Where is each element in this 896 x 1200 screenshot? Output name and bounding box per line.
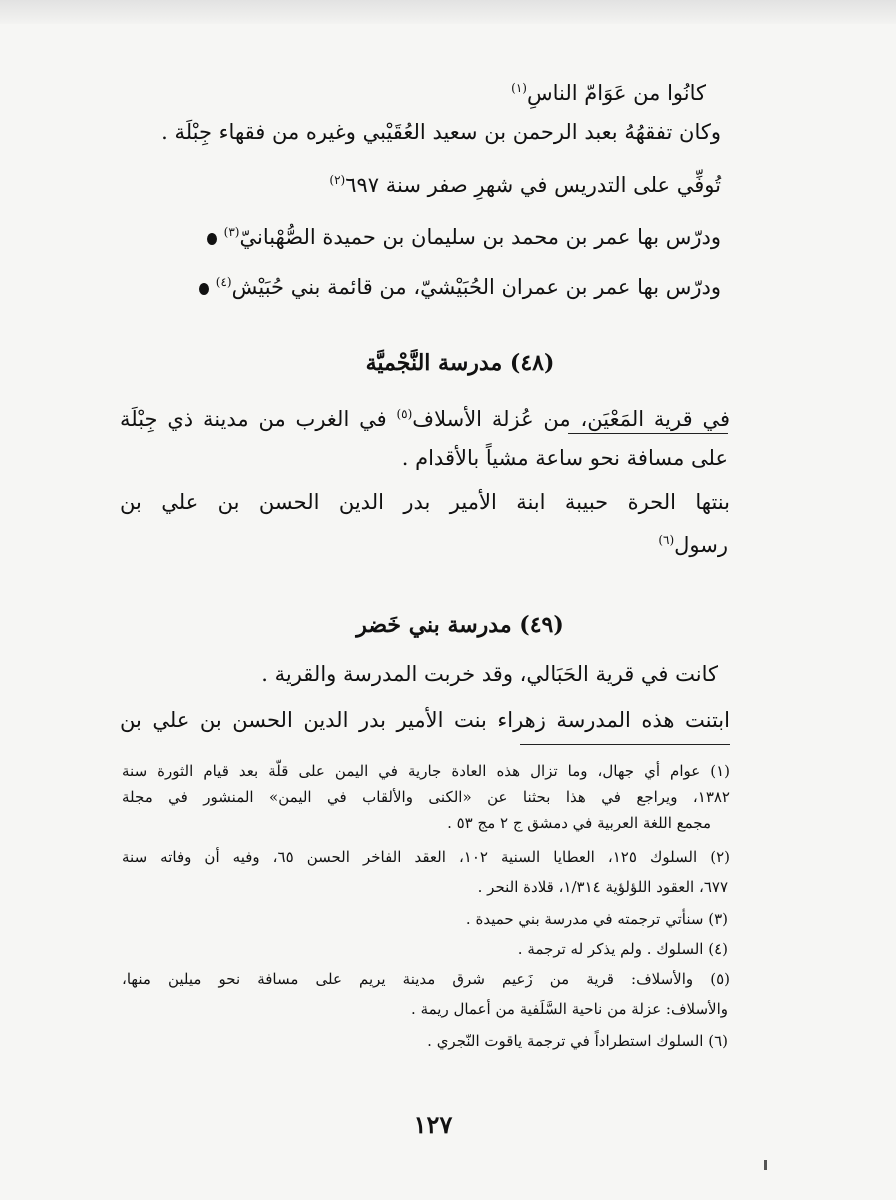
section48-line-2: على مسافة نحو ساعة مشياً بالأقدام .: [401, 446, 728, 470]
section48-line-3: بنتها الحرة حبيبة ابنة الأمير بدر الدين الحسن بن علي بن: [120, 490, 730, 514]
footnote-line: (١) عوام أي جهال، وما تزال هذه العادة جارية في اليمن على قلّة بعد قيام الثورة سنة: [122, 762, 730, 780]
main-line-1: كانُوا من عَوَامّ الناسِ$^{(١)}$: [511, 81, 706, 105]
section48-line-4: رسول$^{(٦)}$: [658, 533, 728, 557]
main-line-4: ودرّس بها عمر بن محمد بن سليمان بن حميدة الصُّهْبانيّ$^{(٣)}$: [199, 218, 721, 251]
main-line-3: تُوفِّي على التدريس في شهرِ صفر سنة ٦٩٧$^{(٢)}$: [329, 173, 721, 197]
section49-line-1: كانت في قرية الحَبَالي، وقد خربت المدرسة والقرية .: [261, 662, 718, 686]
section-heading-49: (٤٩) مدرسة بني خَضر: [356, 612, 564, 638]
footnote-line: (٦) السلوك استطراداً في ترجمة ياقوت النّجري .: [427, 1032, 728, 1050]
bullet-icon: [199, 283, 209, 295]
main-line-2: وكان تفقهُهُ بعبد الرحمن بن سعيد العُقَيْبي وغيره من فقهاء جِبْلَة .: [161, 120, 721, 144]
section49-line-2: ابتنت هذه المدرسة زهراء بنت الأمير بدر الدين الحسن بن علي بن: [120, 708, 730, 732]
footnote-line: ١٣٨٢، ويراجع في هذا بحثنا عن «الكنى والألقاب في اليمن» المنشور في مجلة: [122, 788, 730, 806]
footnote-line: (٣) سنأتي ترجمته في مدرسة بني حميدة .: [465, 910, 728, 928]
footnote-separator: [520, 744, 730, 745]
main-line-5: ودرّس بها عمر بن عمران الحُبَيْشيّ، من قائمة بني حُبَيْش$^{(٤)}$: [191, 268, 721, 301]
footnote-line: والأسلاف: عزلة من ناحية السَّلَفية من أعمال ريمة .: [411, 1000, 728, 1018]
section-heading-48: (٤٨) مدرسة النَّجْميَّة: [365, 350, 555, 376]
footnote-line: مجمع اللغة العربية في دمشق ج ٢ مج ٥٣ .: [447, 814, 711, 832]
section48-line-1: في قرية المَعْيَن، من عُزلة الأسلاف$^{(٥)}$ في الغرب من مدينة ذي جِبْلَة: [120, 407, 731, 431]
footnote-line: (٥) والأسلاف: قرية من زَعيم شرق مدينة يريم على مسافة نحو ميلين منها،: [122, 970, 730, 988]
footnote-line: ٦٧٧، العقود اللؤلؤية ١/٣١٤، قلادة النحر .: [477, 878, 728, 896]
handwritten-underline: [568, 433, 728, 434]
bullet-icon: [207, 233, 217, 245]
page-number: ١٢٧: [413, 1110, 453, 1139]
footnote-line: (٤) السلوك . ولم يذكر له ترجمة .: [517, 940, 728, 958]
scan-speck: [764, 1160, 767, 1170]
footnote-line: (٢) السلوك ١٢٥، العطايا السنية ١٠٢، العقد الفاخر الحسن ٦٥، وفيه أن وفاته سنة: [122, 848, 730, 866]
